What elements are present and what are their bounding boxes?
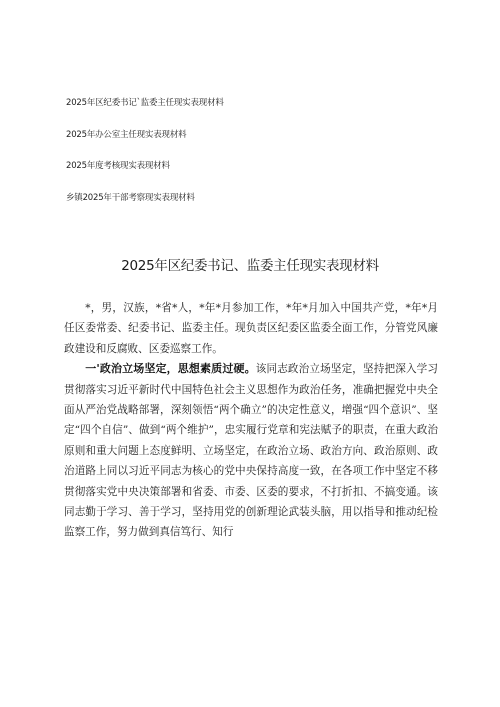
toc-item: 2025年办公室主任现实表现材料 (66, 129, 187, 140)
toc-item: 乡镇2025年干部考察现实表现材料 (66, 192, 195, 203)
document-title: 2025年区纪委书记、监委主任现实表现材料 (121, 258, 379, 274)
intro-paragraph: *，男，汉族，*省*人，*年*月参加工作，*年*月加入中国共产党，*年*月任区委常委、纪委书记、监委主任。现负责区纪委区监委全面工作，分管党风廉政建设和反腐败、区委巡察工作。 (64, 302, 438, 355)
section-text: 该同志政治立场坚定，坚持把深入学习贯彻落实习近平新时代中国特色社会主义思想作为政治任务，准确把握党中央全面从严治党战略部署，深刻领悟“两个确立”的决定性意义，增强“四个意识”、坚定“四个自信”、做到“两个维护”，忠实履行党章和宪法赋予的职责，在重大政治原则和重大问题上态度鲜明、立场坚定，在政治立场、政治方向、政治原则、政治道路上同以习近平同志为核心的党中央保持高度一致，在各项工作中坚定不移贯彻落实党中央决策部署和省委、市委、区委的要求，不打折扣、不搞变通。该同志勤于学习、善于学习，坚持用党的创新理论武装头脑，用以指导和推动纪检监察工作，努力做到真信笃行、知行 (64, 363, 438, 539)
table-of-contents (66, 97, 446, 223)
document-body (64, 298, 438, 543)
section-paragraph (64, 359, 438, 543)
section-heading: 一'政治立场坚定，思想素质过硬。 (85, 362, 256, 376)
toc-item: 2025年度考核现实表现材料 (66, 161, 170, 171)
toc-item: 2025年区纪委书记`监委主任现实表现材料 (66, 98, 224, 108)
